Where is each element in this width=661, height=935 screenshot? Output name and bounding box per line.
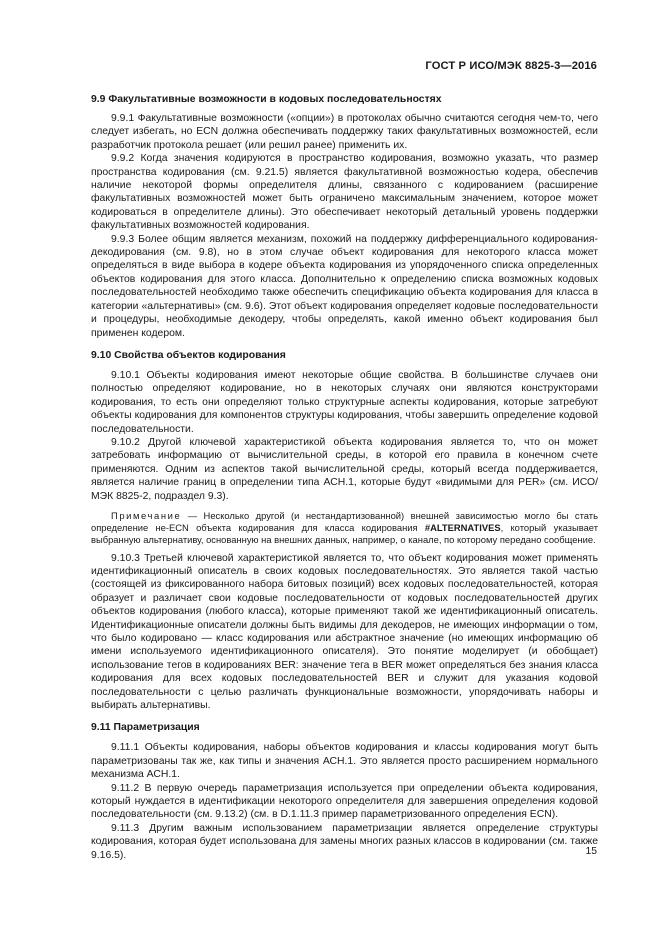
note-keyword: #ALTERNATIVES [424, 522, 501, 534]
section-9-10-title: 9.10 Свойства объектов кодирования [91, 349, 286, 361]
paragraph-9-10-1: 9.10.1 Объекты кодирования имеют некоторые общие свойства. В большинстве случаев они полностью определяют кодирование, но в некоторых случаях они являются конструкторами кодирования, то есть они определяют только структурные аспекты кодирования, которые затребуют объекты кодирования для компонентов структуры кодирования, чтобы завершить определение кодовой последовательности. [91, 369, 598, 435]
note-label: Примечание [111, 509, 182, 521]
paragraph-9-10-2: 9.10.2 Другой ключевой характеристикой объекта кодирования является то, что он может затребовать информацию от вычислительной среды, в которой его правила в конечном счете применяются. Одним из аспектов такой вычислительной среды, который всегда поддерживается, является наличие границ в определении типа АСН.1, которые будут «видимыми для PER» (см. ИСО/МЭК 8825-2, подраздел 9.3). [91, 436, 598, 502]
note-text-part1: — Несколько другой (и нестандартизованной) внешней зависимостью могло бы стать определение не-ECN объекта кодирования для класса кодирования [91, 509, 598, 534]
paragraph-9-11-2: 9.11.2 В первую очередь параметризация используется при определении объекта кодирования, который нуждается в идентификации некоторого определителя для завершения определения кодовой последовательности (см. 9.13.2) (см. в D.1.11.3 пример параметризованного определения ECN). [91, 782, 598, 821]
page-number: 15 [585, 846, 597, 857]
standard-code: ГОСТ Р ИСО/МЭК 8825-3—2016 [425, 60, 597, 72]
paragraph-9-10-3: 9.10.3 Третьей ключевой характеристикой является то, что объект кодирования может применять идентификационный описатель в своих кодовых последовательностях. Это является такой частью (состоящей из фиксированного набора битовых позиций) всех кодовых последовательностей, которая образует и различает свои кодовые последовательности от кодовых последовательностей других объектов кодирования (любого класса), которые применяют такой же идентификационный описатель. Идентификационные описатели должны быть видимы для декодеров, не имеющих информации о том, что было кодировано — класс кодирования или абстрактное значение (но имеющих информацию об имени используемого идентификационного описателя). Это понятие моделирует (и обобщает) использование тегов в кодированиях BER: значение тега в BER может определяться без знания класса кодирования для всех кодовых последовательностей BER и служит для указания кодовой последовательности с целью различать функциональные возможности, упорядочивать наборы и выбирать альтернативы. [91, 552, 598, 712]
paragraph-9-9-3: 9.9.3 Более общим является механизм, похожий на поддержку дифференциального кодирования-декодирования (см. 9.8), но в этом случае объект кодирования для некоторого класса может определяться в виде выбора в кодере объекта кодирования из упорядоченного списка определенных объектов кодирования для этого класса. Дополнительно к определению списка возможных кодовых последовательностей необходимо также обеспечить спецификацию объекта кодирования для класса в категории «альтернативы» (см. 9.6). Этот объект кодирования определяет кодовые последовательности и процедуры, необходимые декодеру, чтобы определять, какой именно объект кодирования был применен кодером. [91, 233, 598, 339]
note-text-part2: , который указывает выбранную альтернативу, основанную на внешних данных, например, о канале, по которому передано сообщение. [91, 522, 599, 546]
paragraph-9-11-1: 9.11.1 Объекты кодирования, наборы объектов кодирования и классы кодирования могут быть параметризованы так же, как типы и значения АСН.1. Это является просто расширением нормального механизма АСН.1. [91, 742, 598, 781]
paragraph-9-9-1: 9.9.1 Факультативные возможности («опции») в протоколах обычно считаются сегодня чем-то, чего следует избегать, но ECN должна обеспечивать поддержку таких факультативных возможностей, если разработчик протокола решает (или решил ранее) применить их. [91, 113, 598, 151]
section-9-11-title: 9.11 Параметризация [91, 722, 200, 734]
section-9-9-title: 9.9 Факультативные возможности в кодовых последовательностях [91, 94, 442, 105]
paragraph-9-9-2: 9.9.2 Когда значения кодируются в пространство кодирования, возможно указать, что размер пространства кодирования (см. 9.21.5) является факультативной возможностью кодера, обеспечив наличие некоторой формы определителя длины, связанного с кодированием (расширение факультативных возможностей может быть ограничено максимальным значением, которое может кодироваться в определителе длины). Это обеспечивает некоторый детальный уровень поддержки факультативных возможностей кодирования. [91, 153, 598, 232]
paragraph-9-11-3: 9.11.3 Другим важным использованием параметризации является определение структуры кодирования, которая будет использована для замены многих разных классов в кодировании (см. также 9.16.5). [91, 822, 598, 861]
note-paragraph [91, 510, 598, 547]
page-body [91, 93, 598, 862]
